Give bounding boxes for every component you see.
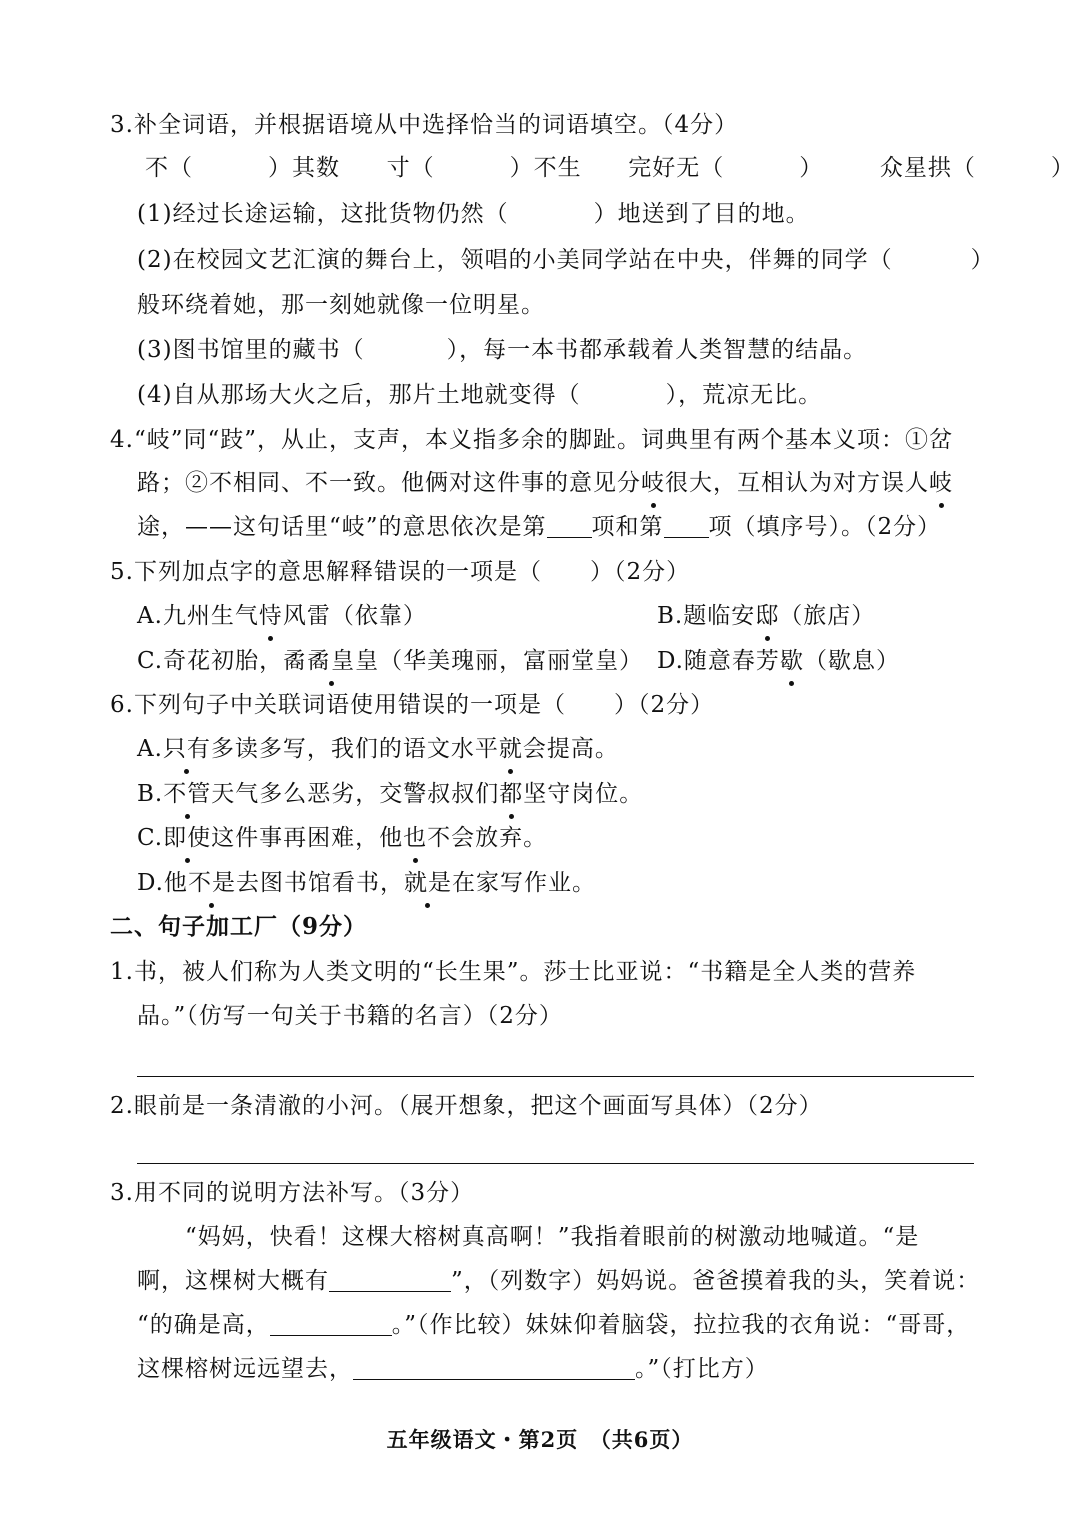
s2-q3-para-2 [137, 1266, 980, 1296]
q6-a-dot-1: 只有 [162, 736, 211, 762]
q5-b-pre: B.题临安 [657, 603, 756, 629]
s2-q1-answer-line[interactable] [137, 1076, 974, 1077]
q6-c-dot-2: 也 [403, 825, 428, 851]
q6-d-label: D.他 [137, 870, 188, 896]
q3-word3-pre: 完好无（ [628, 155, 725, 181]
q4-dotted-char-1: 岐 [641, 470, 665, 496]
q3-word2-pre: 寸（ [386, 155, 435, 181]
q5-a-dotted: 恃 [258, 603, 283, 629]
q3-s1-b: ）地送到了目的地。 [593, 201, 810, 227]
q6-option-b[interactable] [137, 779, 643, 809]
q5-c-post: （华美瑰丽，富丽堂皇） [379, 648, 644, 674]
q5-d-post: （歇息） [803, 648, 900, 674]
q4-l3-c: 项（填序号）。（2分） [708, 514, 942, 540]
s2-q3: 3.用不同的说明方法补写。（3分） [110, 1180, 475, 1206]
q3-word1-pre: 不（ [145, 155, 193, 181]
q6-c-label: C. [137, 825, 164, 851]
q5-title: 5.下列加点字的意思解释错误的一项是（ ）（2分） [110, 559, 691, 585]
q4-l2-b: 很大，互相认为对方误人 [665, 470, 929, 496]
s2-q2: 2.眼前是一条清澈的小河。（展开想象，把这个画面写具体）（2分） [110, 1093, 823, 1119]
q6-c-text: 这件事再困难，他 [211, 825, 404, 851]
q6-b-dot-1: 不管 [163, 781, 212, 807]
q3-s2-a: (2)在校园文艺汇演的舞台上，领唱的小美同学站在中央，伴舞的同学（ [137, 247, 893, 273]
q5-a-pre: A.九州生气 [137, 603, 259, 629]
s2-p2-b: ”，（列数字）妈妈说。爸爸摸着我的头，笑着说： [451, 1268, 981, 1294]
s2-p3-a: “的确是高， [137, 1312, 270, 1338]
q5-option-d[interactable] [657, 646, 900, 676]
q4-dotted-char-2: 岐 [929, 470, 953, 496]
q5-b-dotted: 邸 [755, 603, 780, 629]
q6-b-dot-2: 都 [499, 781, 524, 807]
q4-line-2 [137, 468, 953, 498]
s2-q2-answer-line[interactable] [137, 1163, 974, 1164]
q5-b-post: （旅店） [779, 603, 876, 629]
s2-p2-a: 啊，这棵树大概有 [137, 1268, 329, 1294]
q3-sentence-1 [137, 199, 810, 229]
q6-d-dot-1: 不是 [187, 870, 236, 896]
s2-q3-para-4 [137, 1354, 769, 1384]
q6-a-end: 会提高。 [522, 736, 619, 762]
s2-blank-2[interactable] [270, 1313, 392, 1336]
q4-l3-a: 途，——这句话里“岐”的意思依次是第 [137, 514, 547, 540]
q5-option-b[interactable] [657, 601, 875, 631]
q3-word4-pre: 众星拱（ [879, 155, 976, 181]
s2-p4-a: 这棵榕树远远望去， [137, 1356, 353, 1382]
q4-l2-a: 路；②不相同、不一致。他俩对这件事的意见分 [137, 470, 641, 496]
q4-line-1: 4.“岐”同“跂”，从止，支声，本义指多余的脚趾。词典里有两个基本义项：①岔 [110, 427, 953, 453]
q5-d-pre: D.随意春芳 [657, 648, 780, 674]
q5-c-pre: C.奇花初胎， [137, 648, 284, 674]
q3-s1-a: (1)经过长途运输，这批货物仍然（ [137, 201, 509, 227]
q6-title: 6.下列句子中关联词语使用错误的一项是（ ）（2分） [110, 692, 715, 718]
q3-sentence-2 [137, 245, 995, 275]
q3-sentence-4 [137, 380, 822, 410]
q5-d-dotted: 歇 [779, 648, 804, 674]
q3-s4-b: ），荒凉无比。 [665, 382, 823, 408]
s2-p4-b: 。”（打比方） [635, 1356, 769, 1382]
section-2-title: 二、句子加工厂（9分） [110, 913, 368, 940]
q5-a-post: 风雷（依靠） [282, 603, 427, 629]
q6-b-text: 天气多么恶劣，交警叔叔们 [211, 781, 500, 807]
s2-q3-para-3 [137, 1310, 970, 1340]
q3-sentence-2-cont: 般环绕着她，那一刻她就像一位明星。 [137, 292, 545, 318]
q6-d-end: 在家写作业。 [451, 870, 596, 896]
s2-q3-para-1: “妈妈，快看！这棵大榕树真高啊！”我指着眼前的树激动地喊道。“是 [185, 1224, 920, 1250]
q5-option-c[interactable] [137, 646, 643, 676]
q3-title: 3.补全词语，并根据语境从中选择恰当的词语填空。（4分） [110, 112, 739, 138]
page-footer: 五年级语文・第2页 （共6页） [386, 1427, 694, 1452]
q5-c-dotted: 矞矞皇皇 [283, 648, 380, 674]
q3-word4-post: ） [1050, 155, 1075, 181]
q3-word2-post: ）不生 [509, 155, 582, 181]
q6-b-label: B. [137, 781, 164, 807]
q6-c-end: 不会放弃。 [427, 825, 548, 851]
q3-s3-b: ），每一本书都承载着人类智慧的结晶。 [446, 337, 868, 363]
q3-s4-a: (4)自从那场大火之后，那片土地就变得（ [137, 382, 581, 408]
q4-l3-b: 项和第 [591, 514, 664, 540]
q6-a-dot-2: 就 [498, 736, 523, 762]
q3-s3-a: (3)图书馆里的藏书（ [137, 337, 365, 363]
s2-blank-3[interactable] [353, 1357, 635, 1380]
q6-option-c[interactable] [137, 823, 547, 853]
q3-sentence-3 [137, 335, 867, 365]
q6-option-d[interactable] [137, 868, 596, 898]
q6-b-end: 坚守岗位。 [523, 781, 644, 807]
q6-option-a[interactable] [137, 734, 619, 764]
q6-a-label: A. [137, 736, 163, 762]
q3-word1-post: ）其数 [268, 155, 340, 181]
q3-s2-b: ） [970, 247, 995, 273]
q6-c-dot-1: 即使 [163, 825, 212, 851]
s2-q1-line-1: 1.书，被人们称为人类文明的“长生果”。莎士比亚说：“书籍是全人类的营养 [110, 959, 917, 985]
s2-q1-line-2: 品。”（仿写一句关于书籍的名言）（2分） [137, 1003, 563, 1029]
q4-line-3 [137, 512, 941, 542]
q3-word3-post: ） [799, 155, 824, 181]
q6-d-dot-2: 就是 [403, 870, 452, 896]
q4-blank-2[interactable] [664, 515, 709, 538]
q6-a-text: 多读多写，我们的语文水平 [210, 736, 499, 762]
q3-words [145, 153, 1075, 183]
q4-blank-1[interactable] [547, 515, 592, 538]
q5-option-a[interactable] [137, 601, 427, 631]
s2-blank-1[interactable] [329, 1269, 451, 1292]
s2-p3-b: 。”（作比较）妹妹仰着脑袋，拉拉我的衣角说：“哥哥， [391, 1312, 971, 1338]
q6-d-text: 去图书馆看书， [235, 870, 404, 896]
